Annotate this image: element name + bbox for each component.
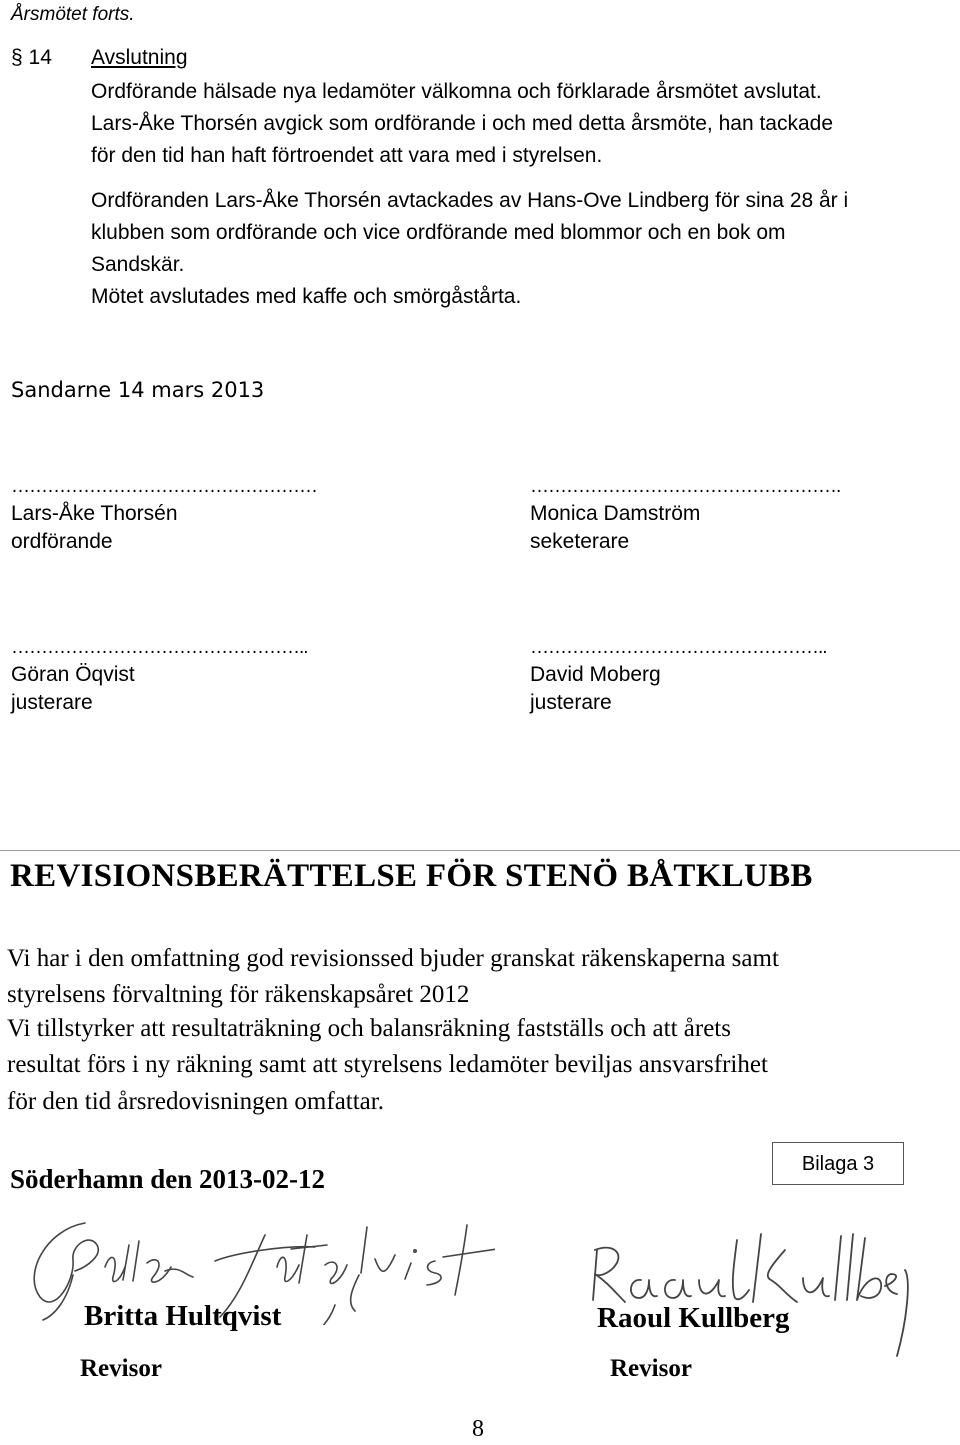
paragraph-line: klubben som ordförande och vice ordförande med blommor och en bok om [91,221,786,244]
paragraph-line: Sandskär. [91,253,185,276]
signer-role: ordförande [11,530,113,553]
section-title: Avslutning [91,46,188,69]
revision-line: resultat förs i ny räkning samt att styrelsens ledamöter beviljas ansvarsfrihet [7,1051,768,1078]
bilaga-label: Bilaga 3 [772,1142,904,1185]
revision-line: Vi har i den omfattning god revisionssed bjuder granskat räkenskaperna samt [7,945,779,972]
revisor-role: Revisor [610,1355,692,1382]
signature-block-adjuster-1 [11,637,308,715]
revisor-name: Britta Hultqvist [84,1300,282,1332]
signer-name: Lars-Åke Thorsén [11,502,178,525]
signer-name: Göran Öqvist [11,663,135,686]
place-date: Sandarne 14 mars 2013 [11,378,265,402]
signature-block-adjuster-2 [530,637,827,715]
revision-place-date: Söderhamn den 2013-02-12 [10,1164,326,1194]
signer-name: David Moberg [530,663,661,686]
revisor-name: Raoul Kullberg [597,1302,790,1334]
section-number: § 14 [11,46,52,69]
revision-line: styrelsens förvaltning för räkenskapsåret 2012 [7,981,470,1008]
scan-edge-divider [0,850,960,851]
paragraph-line: för den tid han haft förtroendet att vara med i styrelsen. [91,144,603,167]
paragraph-2 [91,185,951,313]
paragraph-line: Lars-Åke Thorsén avgick som ordförande i och med detta årsmöte, han tackade [91,112,834,135]
handwritten-signature-kullberg [585,1220,915,1360]
page-number: 8 [472,1416,484,1442]
signature-line: ………………………………………….. [530,637,827,658]
signer-role: justerare [11,691,93,714]
signature-line: …………………………………………… [11,476,317,497]
signer-role: seketerare [530,530,630,553]
signer-role: justerare [530,691,612,714]
signature-line: ……………………………………………. [530,476,841,497]
paragraph-line: Mötet avslutades med kaffe och smörgåstårta. [91,285,522,308]
signature-block-secretary [530,476,840,554]
continued-heading: Årsmötet forts. [11,4,135,25]
paragraph-line: Ordförande hälsade nya ledamöter välkomna och förklarade årsmötet avslutat. [91,80,822,103]
paragraph-line: Ordföranden Lars-Åke Thorsén avtackades av Hans-Ove Lindberg för sina 28 år i [91,189,849,212]
revisor-role: Revisor [80,1355,162,1382]
revision-line: för den tid årsredovisningen omfattar. [7,1088,384,1115]
revision-title: REVISIONSBERÄTTELSE FÖR STENÖ BÅTKLUBB [10,858,813,894]
signer-name: Monica Damström [530,502,701,525]
revision-line: Vi tillstyrker att resultaträkning och balansräkning fastställs och att årets [7,1015,731,1042]
signature-block-chair [11,476,317,554]
paragraph-1 [91,76,951,172]
signature-line: ………………………………………….. [11,637,308,658]
